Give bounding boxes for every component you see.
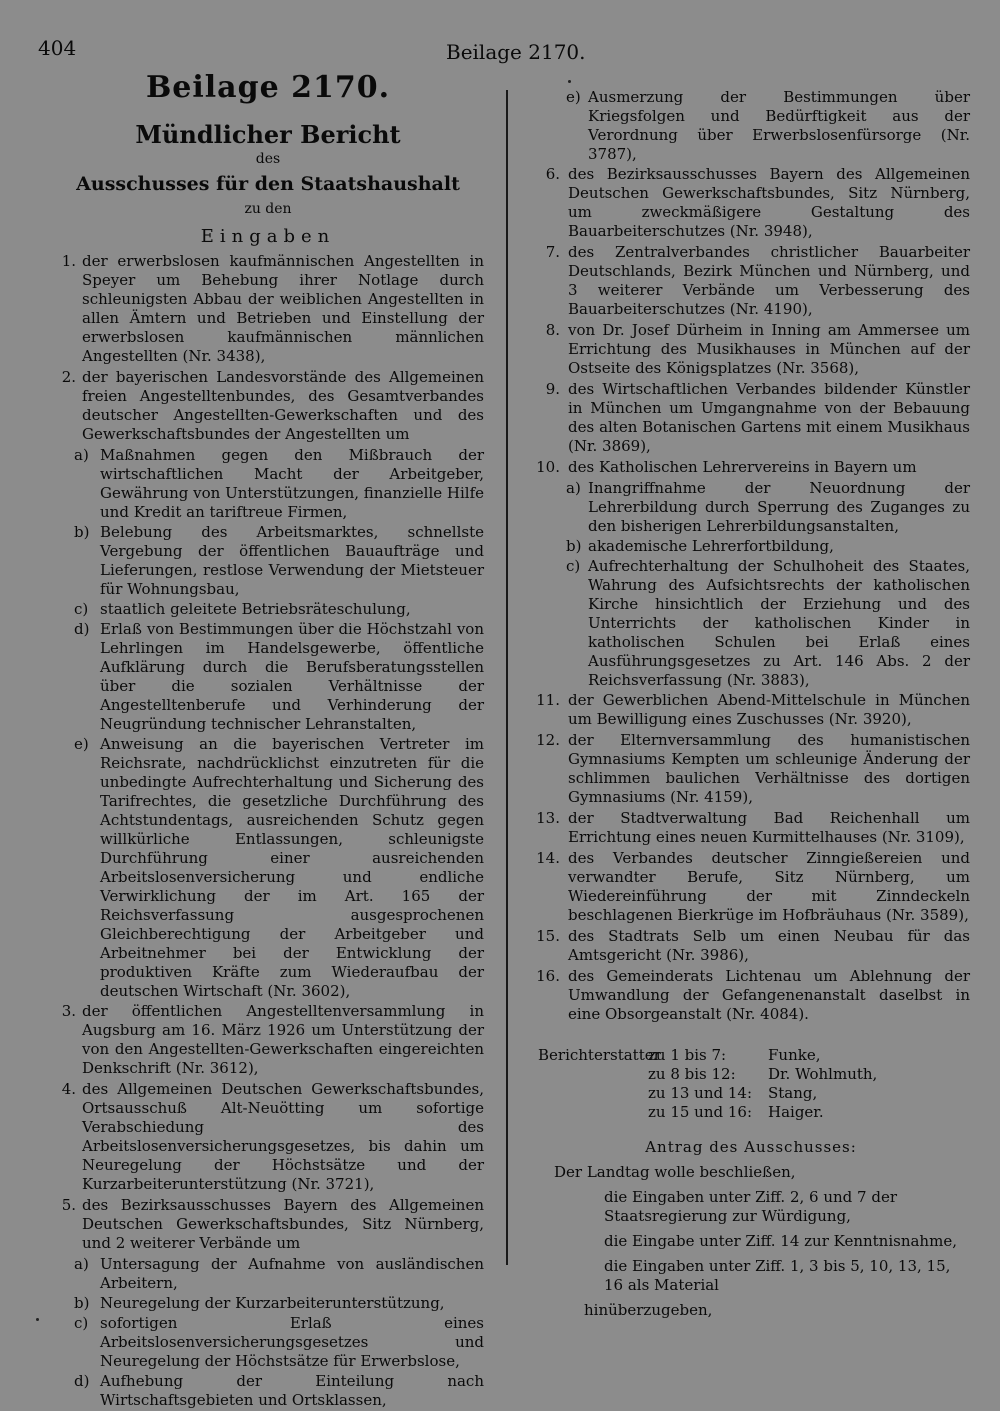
sub-item [532,479,970,536]
item-text: des Allgemeinen Deutschen Gewerkschaftsbundes, Ortsausschuß Alt-Neuötting um sofortige Verabschiedung des Arbeitslosenversicherungsgesetzes, bis dahin um Neuregelung der Höchstsätze und der Kurzarbeiterunterstützung (Nr. 3721), [82,1080,484,1193]
print-speck [36,1318,39,1321]
motion-clause: die Eingabe unter Ziff. 14 zur Kenntnisnahme, [604,1232,957,1250]
item-text: des Verbandes deutscher Zinngießereien und verwandter Berufe, Sitz Nürnberg, um Wiedereinführung der mit Zinndeckeln beschlagenen Bierkrüge im Hofbräuhaus (Nr. 3589), [568,849,970,924]
sub-letter: c) [566,557,581,575]
sub-text: Inangriffnahme der Neuordnung der Lehrerbildung durch Sperrung des Zuganges zu den bisherigen Lehrerbildungsanstalten, [588,479,970,535]
item-text: der Gewerblichen Abend-Mittelschule in München um Bewilligung eines Zuschusses (Nr. 3920), [568,691,970,728]
list-item [532,243,970,319]
item-text: der Stadtverwaltung Bad Reichenhall um Errichtung eines neuen Kurmittelhauses (Nr. 3109), [568,809,970,846]
list-item [52,1002,484,1078]
sub-letter: b) [566,537,582,555]
item-number: 3. [61,1002,76,1020]
sub-item [52,446,484,522]
item-text: der öffentlichen Angestelltenversammlung in Augsburg am 16. März 1926 um Unterstützung der von den Angestellten-Gewerkschaften eingereichten Denkschrift (Nr. 3612), [82,1002,484,1077]
item-text: des Zentralverbandes christlicher Bauarbeiter Deutschlands, Bezirk München und Nürnberg, und 3 weiterer Verbände um Verbesserung des Bauarbeiterschutzes (Nr. 4190), [568,243,970,318]
list-item [52,252,484,366]
list-item [532,321,970,378]
list-item [52,1196,484,1253]
eingaben-heading: Eingaben [200,226,336,247]
motion-heading: Antrag des Ausschusses: [645,1138,857,1156]
sub-text: Ausmerzung der Bestimmungen über Kriegsfolgen und Bedürftigkeit aus der Verordnung über Erwerbslosenfürsorge (Nr. 3787), [588,88,970,163]
item-number: 1. [61,252,76,270]
sub-text: Aufrechterhaltung der Schulhoheit des Staates, Wahrung des Aufsichtsrechts der katholischen Kirche hinsichtlich der Erziehung und des Unterrichts der katholischen Kinder in katholischen Schulen bei Erlaß eines Ausführungsgesetzes zu Art. 146 Abs. 2 der Reichsverfassung (Nr. 3883), [588,557,970,689]
list-item [52,368,484,444]
print-speck [568,80,571,83]
sub-text: Anweisung an die bayerischen Vertreter im Reichsrate, nachdrücklichst einzutreten für die unbedingte Aufrechterhaltung und Sicherung des Tarifrechtes, die gesetzliche Durchführung des Achtstundentags, ausreichenden Schutz gegen willkürliche Entlassungen, schleunigste Durchführung einer ausreichenden Arbeitslosenversicherung und endliche Verwirklichung der im Art. 165 der Reichsverfassung ausgesprochenen Gleichberechtigung der Arbeitgeber und Arbeitnehmer bei der Entwicklung der produktiven Kräfte zum Wiederaufbau der deutschen Wirtschaft (Nr. 3602), [100,735,484,1000]
sub-item [52,1255,484,1293]
motion-block [532,1163,970,1320]
reporter-line [538,1103,970,1122]
sub-text: staatlich geleitete Betriebsräteschulung, [100,600,411,618]
item-number: 16. [536,967,560,985]
list-item [532,691,970,729]
sub-text: Maßnahmen gegen den Mißbrauch der wirtschaftlichen Macht der Arbeitgeber, Gewährung von Unterstützungen, finanzielle Hilfe und Kredit an tariftreue Firmen, [100,446,484,521]
motion-clause: hinüberzugeben, [584,1301,713,1319]
list-item [532,380,970,456]
sub-letter: b) [74,1294,90,1312]
item-text: der Elternversammlung des humanistischen Gymnasiums Kempten um schleunige Änderung der schlimmen baulichen Verhältnisse des dortigen Gymnasiums (Nr. 4159), [568,731,970,806]
reporter-intro: Berichterstatter [538,1046,661,1064]
list-item [532,165,970,241]
sub-text: Erlaß von Bestimmungen über die Höchstzahl von Lehrlingen im Handelsgewerbe, öffentliche Aufklärung durch die Berufsberatungsstellen über die sozialen Verhältnisse der Angestelltenberufe und Verhinderung der Neugründung technischer Lehranstalten, [100,620,484,733]
sub-letter: d) [74,620,90,638]
reporter-name: Stang, [768,1084,818,1102]
list-item [52,1080,484,1194]
item-number: 11. [536,691,560,709]
sub-item [52,600,484,619]
reporter-name: Funke, [768,1046,821,1064]
committee-name: Ausschusses für den Staatshaushalt [76,173,460,195]
list-item [532,849,970,925]
item-number: 13. [536,809,560,827]
reporter-intro [538,1065,648,1084]
sub-text: Aufhebung der Einteilung nach Wirtschaftsgebieten und Ortsklassen, [100,1372,484,1409]
reporter-name: Haiger. [768,1103,824,1121]
reporter-range: zu 8 bis 12: [648,1065,736,1083]
des-label: des [255,151,281,167]
item-text: von Dr. Josef Dürheim in Inning am Ammersee um Errichtung des Musikhauses in München auf der Ostseite des Königsplatzes (Nr. 3568), [568,321,970,377]
sub-letter: d) [74,1372,90,1390]
running-head: Beilage 2170. [446,40,586,64]
sub-text: Belebung des Arbeitsmarktes, schnellste Vergebung der öffentlichen Bauaufträge und Lieferungen, restlose Verwendung der Mietsteuer für Wohnungsbau, [100,523,484,598]
item-number: 14. [536,849,560,867]
item-text: des Katholischen Lehrervereins in Bayern um [568,458,917,476]
sub-text: akademische Lehrerfortbildung, [588,537,834,555]
motion-clause: die Eingaben unter Ziff. 2, 6 und 7 der Staatsregierung zur Würdigung, [604,1188,897,1225]
item-number: 9. [545,380,560,398]
left-column [52,70,484,1411]
motion-clause: die Eingaben unter Ziff. 1, 3 bis 5, 10, 13, 15, 16 als Material [604,1257,951,1294]
sub-item [52,1314,484,1371]
item-number: 4. [61,1080,76,1098]
sub-letter: e) [74,735,89,753]
item-text: des Gemeinderats Lichtenau um Ablehnung der Umwandlung der Gefangenenanstalt daselbst in eine Obsorgeanstalt (Nr. 4084). [568,967,970,1023]
reporter-line [538,1046,970,1065]
sub-letter: c) [74,1314,89,1332]
report-title: Mündlicher Bericht [135,120,401,149]
sub-item [532,537,970,556]
sub-text: Untersagung der Aufnahme von ausländischen Arbeitern, [100,1255,484,1292]
item-text: des Stadtrats Selb um einen Neubau für das Amtsgericht (Nr. 3986), [568,927,970,964]
page-number: 404 [38,36,77,60]
reporter-name: Dr. Wohlmuth, [768,1065,878,1083]
sub-item [532,88,970,164]
zu-den-label: zu den [244,201,292,217]
item-number: 12. [536,731,560,749]
document-title: Beilage 2170. [145,70,391,105]
reporter-intro [538,1103,648,1122]
item-number: 6. [545,165,560,183]
item-number: 5. [61,1196,76,1214]
sub-item [532,557,970,690]
item-text: des Bezirksausschusses Bayern des Allgemeinen Deutschen Gewerkschaftsbundes, Sitz Nürnberg, und 2 weiterer Verbände um [82,1196,484,1252]
sub-item [52,523,484,599]
sub-letter: c) [74,600,89,618]
reporters-block [538,1046,970,1122]
sub-letter: a) [74,1255,89,1273]
item-number: 10. [536,458,560,476]
sub-item [52,1372,484,1410]
list-item [532,927,970,965]
sub-text: Neuregelung der Kurzarbeiterunterstützung, [100,1294,445,1312]
item-number: 2. [61,368,76,386]
list-item [532,458,970,477]
item-text: der bayerischen Landesvorstände des Allgemeinen freien Angestelltenbundes, des Gesamtverbandes deutscher Angestellten-Gewerkschaften und des Gewerkschaftsbundes der Angestellten um [82,368,484,443]
right-column [532,88,970,1326]
sub-letter: b) [74,523,90,541]
item-number: 15. [536,927,560,945]
sub-item [52,1294,484,1313]
reporter-range: zu 13 und 14: [648,1084,753,1102]
motion-intro: Der Landtag wolle beschließen, [554,1163,796,1181]
sub-text: sofortigen Erlaß eines Arbeitslosenversicherungsgesetzes und Neuregelung der Höchstsätze für Erwerbslose, [100,1314,484,1370]
item-text: der erwerbslosen kaufmännischen Angestellten in Speyer um Behebung ihrer Notlage durch schleunigsten Abbau der weiblichen Angestellten in allen Ämtern und Betrieben und Einstellung der erwerbslosen kaufmännischen männlichen Angestellten (Nr. 3438), [82,252,484,365]
item-number: 7. [545,243,560,261]
list-item [532,967,970,1024]
list-item [532,731,970,807]
item-text: des Wirtschaftlichen Verbandes bildender Künstler in München um Umgangnahme von der Bebauung des alten Botanischen Gartens mit einem Musikhaus (Nr. 3869), [568,380,970,455]
sub-letter: a) [74,446,89,464]
item-text: des Bezirksausschusses Bayern des Allgemeinen Deutschen Gewerkschaftsbundes, Sitz Nürnberg, um zweckmäßigere Gestaltung des Bauarbeiterschutzes (Nr. 3948), [568,165,970,240]
list-item [532,809,970,847]
sub-item [52,735,484,1001]
sub-item [52,620,484,734]
sub-letter: a) [566,479,581,497]
reporter-range: zu 1 bis 7: [648,1046,727,1064]
reporter-intro [538,1084,648,1103]
reporter-line [538,1065,970,1084]
item-number: 8. [545,321,560,339]
reporter-range: zu 15 und 16: [648,1103,753,1121]
reporter-line [538,1084,970,1103]
column-divider [506,90,508,1265]
sub-letter: e) [566,88,581,106]
